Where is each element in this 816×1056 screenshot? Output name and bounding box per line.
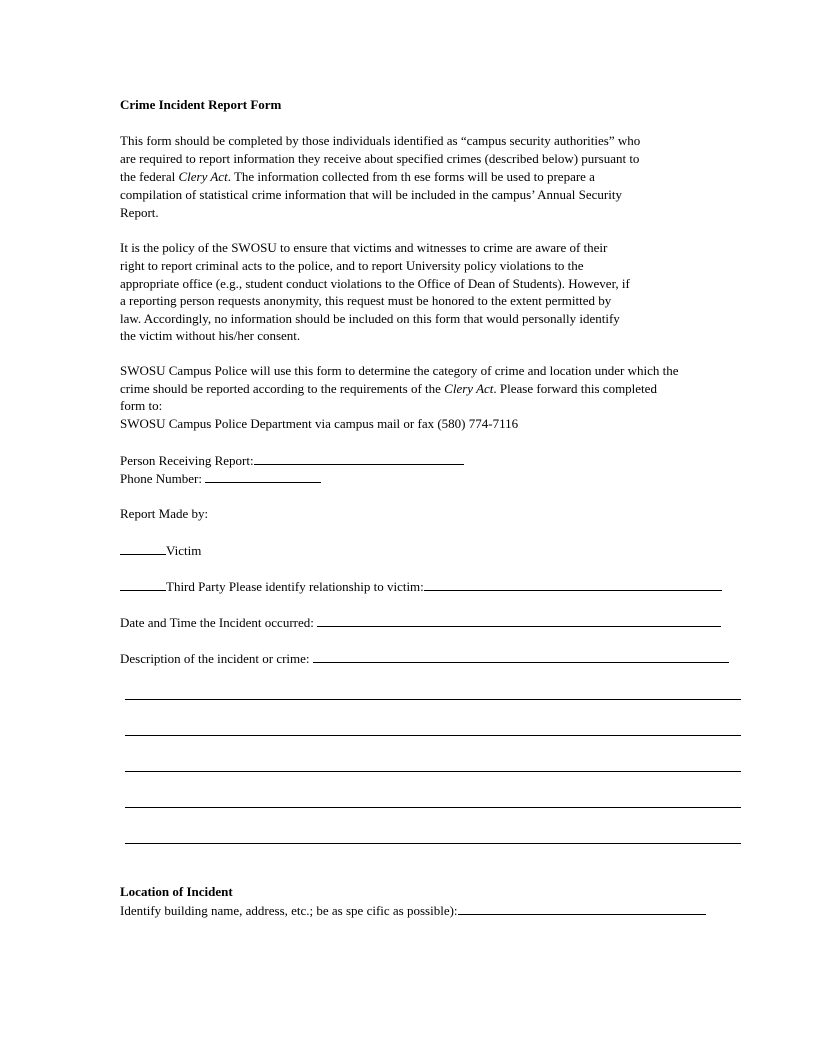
policy-line: a reporting person requests anonymity, this request must be honored to the extent permitted by	[120, 293, 612, 308]
victim-row	[120, 541, 201, 560]
policy-line: right to report criminal acts to the police, and to report University policy violations to the	[120, 258, 584, 273]
form-title: Crime Incident Report Form	[120, 97, 282, 112]
intro-line: Report.	[120, 205, 159, 220]
clery-act-italic: Clery Act	[444, 381, 494, 396]
victim-check-field[interactable]	[120, 541, 166, 555]
police-line: crime should be reported according to the requirements of the Clery Act. Please forward this completed	[120, 381, 657, 396]
police-line: SWOSU Campus Police will use this form to determine the category of crime and location under which the	[120, 363, 679, 378]
policy-line: the victim without his/her consent.	[120, 328, 301, 343]
description-line[interactable]	[125, 843, 741, 844]
phone-row	[120, 469, 321, 488]
description-field[interactable]	[313, 649, 729, 663]
third-party-row	[120, 577, 722, 596]
description-line[interactable]	[125, 771, 741, 772]
police-line: form to:	[120, 398, 163, 413]
person-receiving-row	[120, 451, 464, 470]
description-row	[120, 649, 729, 668]
clery-act-italic: Clery Act	[178, 169, 228, 184]
policy-line: law. Accordingly, no information should be included on this form that would personally identify	[120, 311, 620, 326]
description-line[interactable]	[125, 699, 741, 700]
phone-label: Phone Number:	[120, 471, 202, 486]
date-time-row	[120, 613, 721, 632]
date-time-label: Date and Time the Incident occurred:	[120, 615, 314, 630]
policy-line: appropriate office (e.g., student conduct violations to the Office of Dean of Students). However, if	[120, 276, 630, 291]
third-party-check-field[interactable]	[120, 577, 166, 591]
person-receiving-label: Person Receiving Report:	[120, 453, 254, 468]
relationship-field[interactable]	[424, 577, 722, 591]
location-row	[120, 901, 706, 920]
description-line[interactable]	[125, 735, 741, 736]
police-contact-line: SWOSU Campus Police Department via campus mail or fax (580) 774-7116	[120, 416, 519, 431]
victim-label: Victim	[166, 543, 202, 558]
location-heading: Location of Incident	[120, 884, 233, 899]
location-label: Identify building name, address, etc.; be as spe cific as possible):	[120, 903, 458, 918]
intro-line: This form should be completed by those individuals identified as “campus security authorities” who	[120, 133, 641, 148]
date-time-field[interactable]	[317, 613, 721, 627]
description-line[interactable]	[125, 807, 741, 808]
report-made-by-label: Report Made by:	[120, 506, 209, 521]
description-label: Description of the incident or crime:	[120, 651, 310, 666]
phone-field[interactable]	[205, 469, 321, 483]
intro-line: the federal Clery Act. The information collected from th ese forms will be used to prepare a	[120, 169, 595, 184]
intro-line: are required to report information they receive about specified crimes (described below) pursuant to	[120, 151, 640, 166]
third-party-label: Third Party Please identify relationship to victim:	[166, 579, 424, 594]
policy-line: It is the policy of the SWOSU to ensure that victims and witnesses to crime are aware of their	[120, 240, 608, 255]
location-field[interactable]	[458, 901, 706, 915]
intro-line: compilation of statistical crime information that will be included in the campus’ Annual Security	[120, 187, 622, 202]
person-receiving-field[interactable]	[254, 451, 464, 465]
